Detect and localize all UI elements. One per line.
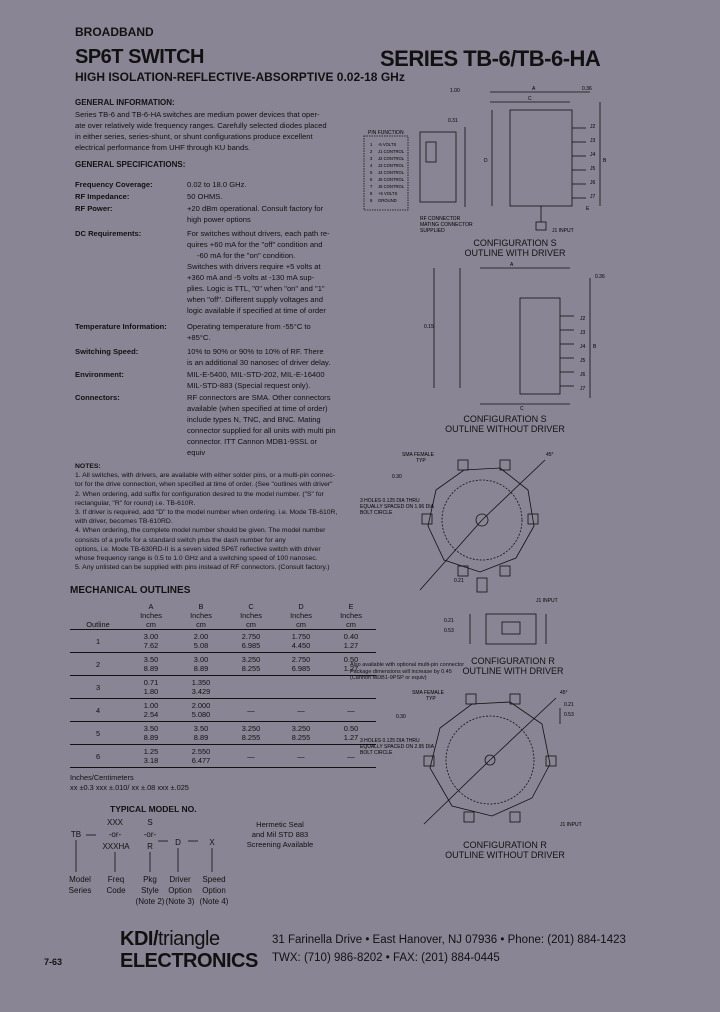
pin-2: 2 — [370, 149, 373, 154]
pin-label-9: GROUND — [378, 198, 397, 203]
dim-021: 0.21 — [444, 618, 454, 624]
sma-female-label: SMA FEMALE — [402, 452, 434, 458]
port-j7-s: J7 — [580, 386, 586, 392]
col-a: A Inches cm — [126, 602, 176, 630]
page-number: 7-63 — [44, 957, 63, 967]
connector — [510, 812, 520, 822]
pin-5: 5 — [370, 170, 373, 175]
angle-line — [482, 460, 545, 520]
connector — [464, 812, 474, 822]
j1-input-r: J1 INPUT — [560, 822, 582, 828]
dim-b-s: B — [593, 344, 597, 350]
drawing-config-r-nodriver — [360, 684, 600, 832]
col-d: D Inches cm — [276, 602, 326, 630]
connector — [546, 756, 556, 766]
pin-label-8: +5 VOLTS — [378, 191, 398, 196]
pkg-style-or: -or- — [143, 830, 157, 839]
brand-logo-electronics: ELECTRONICS — [120, 950, 258, 972]
general-specifications-heading: GENERAL SPECIFICATIONS: — [75, 160, 186, 169]
port-j2: J2 — [590, 124, 596, 130]
units-note: Inches/Centimeters xx ±0.3 xxx ±.010/ xx ±.08 xxx ±.025 — [70, 773, 189, 792]
pin-label-4: J3 CONTROL — [378, 163, 405, 168]
pin-1: 1 — [370, 142, 373, 147]
model-prefix: TB — [70, 830, 82, 839]
mating-connector-label-1: MATING CONNECTOR — [420, 222, 473, 228]
pkg-style-s: S — [147, 818, 153, 827]
label-model-series: Model Series — [68, 875, 92, 895]
port-j3: J3 — [590, 138, 596, 144]
dim-a: A — [532, 86, 536, 92]
dim-015-s: 0.15 — [424, 324, 434, 330]
drawing-round-top — [360, 440, 590, 604]
dim-053: 0.53 — [444, 628, 454, 634]
general-information-body: Series TB-6 and TB-6-HA switches are medium power devices that oper- ate over relatively wide frequency ranges. Carefully selected diodes placed in either series, series-shunt, or shunt configurations produce excellent electrical performance from UHF through KU bands. — [75, 110, 327, 152]
pin-function-title: PIN FUNCTION — [368, 130, 404, 136]
holes-note-r-1: 3 HOLES 0.125 DIA THRU — [360, 738, 420, 744]
round-body-nodriver — [430, 702, 550, 816]
port-j2-s: J2 — [580, 316, 586, 322]
dim-021-r: 0.21 — [564, 702, 574, 708]
label-pkg-style: Pkg Style (Note 2) — [135, 875, 165, 906]
j1-input-label: J1 INPUT — [552, 228, 574, 234]
angle-line-r — [490, 698, 556, 760]
j1-input-round: J1 INPUT — [536, 598, 558, 604]
body-s-driver — [510, 110, 572, 206]
port-j4-s: J4 — [580, 344, 586, 350]
port-j4: J4 — [590, 152, 596, 158]
port-j3-s: J3 — [580, 330, 586, 336]
pin-label-5: J4 CONTROL — [378, 170, 405, 175]
pin-3: 3 — [370, 156, 373, 161]
dim-c: C — [528, 96, 532, 102]
col-b: B Inches cm — [176, 602, 226, 630]
sma-typ-r: TYP — [426, 696, 436, 702]
holes-note-1: 3 HOLES 0.125 DIA THRU — [360, 498, 420, 504]
label-speed-option: Speed Option (Note 4) — [199, 875, 229, 906]
dim-c-s: C — [520, 406, 524, 412]
dim-021-top: 0.21 — [454, 578, 464, 584]
dim-e: E — [586, 206, 590, 212]
pin-label-7: J6 CONTROL — [378, 184, 405, 189]
driver-option-d: D — [175, 838, 181, 847]
pin-7: 7 — [370, 184, 373, 189]
speed-option-x: X — [209, 838, 215, 847]
table-row: 2 3.50 8.89 3.00 8.89 3.250 8.255 2.750 6.985 0.50 1.27 — [70, 653, 376, 676]
pkg-style-r: R — [147, 842, 153, 851]
dim-053-r: 0.53 — [564, 712, 574, 718]
side-view — [420, 132, 456, 202]
col-outline: Outline — [70, 602, 126, 630]
connector — [500, 460, 510, 470]
category-label: BROADBAND — [75, 25, 154, 39]
dim-b: B — [603, 158, 607, 164]
hermetic-seal-note: Hermetic Seal and Mil STD 883 Screening Available — [246, 820, 314, 849]
connector — [510, 694, 520, 704]
pin-label-1: -5 VOLTS — [378, 142, 397, 147]
optional-pin-note: Also available with optional multi-pin connector Package dimensions will increase by 0.45 (Cannon MDB1-9PSP or equiv) — [350, 662, 465, 681]
connector — [500, 566, 510, 576]
freq-code-xxx: XXX — [106, 818, 123, 827]
model-number-tree — [60, 826, 230, 876]
holes-note-r-3: BOLT CIRCLE — [360, 750, 393, 756]
subtitle: HIGH ISOLATION-REFLECTIVE-ABSORPTIVE 0.02-18 GHz — [75, 70, 405, 84]
notes-block: NOTES: 1. All switches, with drivers, are available with either solder pins, or a multi-pin connec- tor for the drive connection, when specified at time of order. (See "outlines with driver" 2. When ordering, add suffix for configuration desired to the model number. ("S" for rectangular, "R" for round) i.e. TB-610R. 3. If driver is required, add "D" to the model number when ordering. i.e. Mode TB-610R, with driver, becomes TB-610RD. 4. When ordering, the complete model number should be given. The model number consists of a prefix for a standard switch plus the dash number for any options, i.e. Mode TB-630RD-II is a seven sided SP6T reflective switch with driver whose frequency range is 0.5 to 1.0 GHz and a switching speed of 100 nanosec. 5. Any unlisted can be supplied with pins instead of RF connectors. (Consult factory.) — [75, 463, 338, 572]
dim-030: 0.30 — [392, 474, 402, 480]
freq-code-or: -or- — [108, 830, 122, 839]
angle-45-r: 45° — [560, 690, 568, 696]
dim-031: 0.31 — [448, 118, 458, 124]
caption-config-r-driver: CONFIGURATION R OUTLINE WITH DRIVER — [462, 656, 564, 676]
caption-config-s-driver: CONFIGURATION S OUTLINE WITH DRIVER — [464, 238, 566, 258]
dim-d: D — [484, 158, 488, 164]
sma-female-r: SMA FEMALE — [412, 690, 444, 696]
angle-line-r2 — [424, 760, 490, 824]
angle-line-2 — [420, 520, 482, 590]
col-e: E Inches cm — [326, 602, 376, 630]
pin-9: 9 — [370, 198, 373, 203]
body-r-driver — [486, 614, 536, 644]
port-j7: J7 — [590, 194, 596, 200]
table-row: 6 1.25 3.18 2.550 6.477 — — — — [70, 745, 376, 768]
table-row: 4 1.00 2.54 2.000 5.080 — — — — [70, 699, 376, 722]
table-row: 3 0.71 1.80 1.350 3.429 — [70, 676, 376, 699]
freq-code-xxxha: XXXHA — [102, 842, 130, 851]
dim-030-r: 0.30 — [396, 714, 406, 720]
table-row: 1 3.00 7.62 2.00 5.08 2.750 6.985 1.750 4.450 0.40 1.27 — [70, 630, 376, 653]
pin-8: 8 — [370, 191, 373, 196]
drawing-config-s-driver — [360, 82, 630, 242]
port-j6-s: J6 — [580, 372, 586, 378]
label-driver-option: Driver Option (Note 3) — [165, 875, 195, 906]
general-information-heading: GENERAL INFORMATION: — [75, 98, 175, 107]
holes-note-3: BOLT CIRCLE — [360, 510, 393, 516]
pin-connector — [426, 142, 436, 162]
caption-config-s-nodriver: CONFIGURATION S OUTLINE WITHOUT DRIVER — [445, 414, 565, 434]
drawing-config-s-nodriver — [420, 258, 620, 413]
sma-typ-label: TYP — [416, 458, 426, 464]
port-j6: J6 — [590, 180, 596, 186]
caption-config-r-nodriver: CONFIGURATION R OUTLINE WITHOUT DRIVER — [445, 840, 565, 860]
angle-45: 45° — [546, 452, 554, 458]
address-line-2: TWX: (710) 986-8202 • FAX: (201) 884-0445 — [272, 952, 500, 964]
pin-label-2: J1 CONTROL — [378, 149, 405, 154]
connector — [466, 694, 476, 704]
pin-label-6: J5 CONTROL — [378, 177, 405, 182]
pin-label-3: J2 CONTROL — [378, 156, 405, 161]
rf-connector-label: RF CONNECTOR — [420, 216, 461, 222]
mechanical-outlines-table — [70, 602, 376, 768]
body-s-nodriver — [520, 298, 560, 394]
j1-connector — [536, 222, 546, 230]
dim-036-s: 0.36 — [595, 274, 605, 280]
port-j5: J5 — [590, 166, 596, 172]
pin-6: 6 — [370, 177, 373, 182]
mechanical-outlines-heading: MECHANICAL OUTLINES — [70, 585, 191, 596]
driver-block — [502, 622, 520, 634]
product-title: SP6T SWITCH — [75, 46, 204, 68]
dim-036: 0.36 — [582, 86, 592, 92]
pin-4: 4 — [370, 163, 373, 168]
j1-connector — [477, 578, 487, 592]
dim-100: 1.00 — [450, 88, 460, 94]
typical-model-heading: TYPICAL MODEL NO. — [110, 804, 197, 814]
table-header-row — [70, 602, 376, 630]
mating-connector-label-2: SUPPLIED — [420, 228, 445, 234]
address-line-1: 31 Farinella Drive • East Hanover, NJ 07936 • Phone: (201) 884-1423 — [272, 934, 626, 946]
round-body-outline — [428, 468, 534, 572]
port-j5-s: J5 — [580, 358, 586, 364]
col-c: C Inches cm — [226, 602, 276, 630]
table-row: 5 3.50 8.89 3.50 8.89 3.250 8.255 3.250 8.255 0.50 1.27 — [70, 722, 376, 745]
series-title: SERIES TB-6/TB-6-HA — [380, 46, 601, 71]
brand-logo-kdi: KDI/triangle — [120, 928, 220, 950]
holes-note-2: EQUALLY SPACED ON 1.96 DIA — [360, 504, 434, 510]
holes-note-r-2: EQUALLY SPACED ON 2.95 DIA — [360, 744, 434, 750]
connector — [458, 460, 468, 470]
drawing-config-r-driver — [440, 606, 580, 656]
dim-a-s: A — [510, 262, 514, 268]
label-freq-code: Freq Code — [106, 875, 126, 895]
